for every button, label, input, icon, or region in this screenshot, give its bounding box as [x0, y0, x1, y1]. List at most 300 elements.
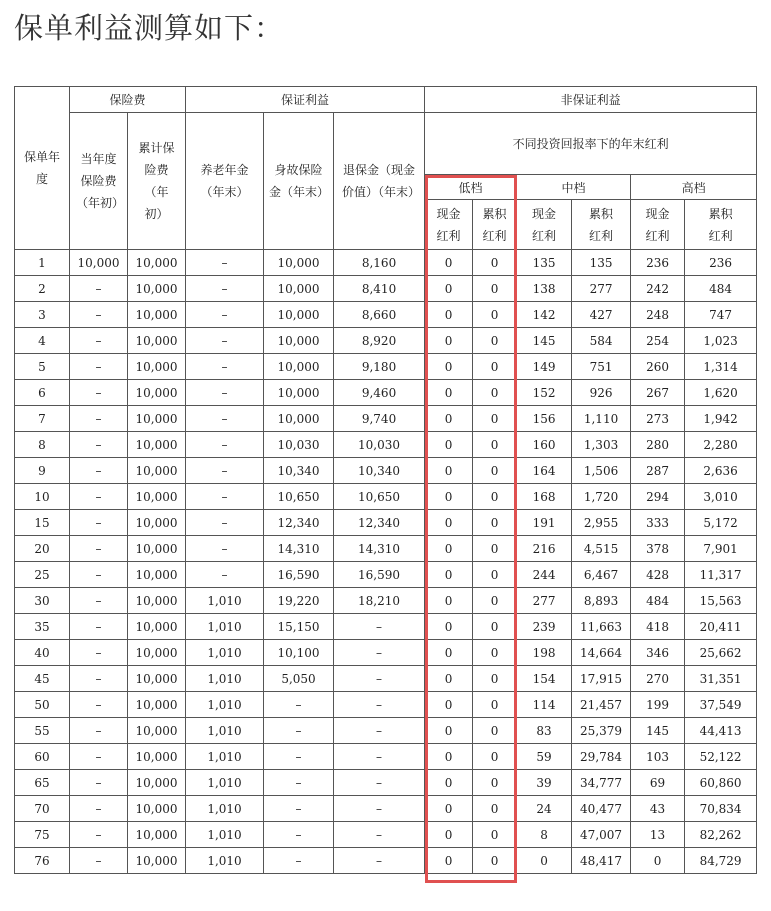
death-benefit-cell: 10,000: [264, 406, 334, 432]
mid-accumulated-dividend-cell: 751: [572, 354, 631, 380]
death-benefit-cell: 10,340: [264, 458, 334, 484]
low-accumulated-dividend-cell: 0: [473, 302, 517, 328]
cumulative-premium-cell: 10,000: [128, 614, 186, 640]
high-accumulated-dividend-cell: 1,314: [685, 354, 757, 380]
surrender-value-cell: –: [334, 718, 425, 744]
cumulative-premium-cell: 10,000: [128, 328, 186, 354]
high-cash-dividend-cell: 378: [631, 536, 685, 562]
mid-cash-dividend-cell: 8: [517, 822, 572, 848]
mid-accumulated-dividend-cell: 4,515: [572, 536, 631, 562]
table-row: [15, 328, 757, 354]
header-high-cash: 现金红利: [631, 200, 685, 250]
header-dividend-subtitle: 不同投资回报率下的年末红利: [425, 113, 757, 175]
mid-cash-dividend-cell: 198: [517, 640, 572, 666]
header-low-accumulated: 累积红利: [473, 200, 517, 250]
death-benefit-cell: 10,650: [264, 484, 334, 510]
policy-year-cell: 4: [15, 328, 70, 354]
header-pension: 养老年金（年末）: [186, 113, 264, 250]
death-benefit-cell: 10,000: [264, 302, 334, 328]
low-accumulated-dividend-cell: 0: [473, 406, 517, 432]
death-benefit-cell: 19,220: [264, 588, 334, 614]
high-accumulated-dividend-cell: 11,317: [685, 562, 757, 588]
high-cash-dividend-cell: 280: [631, 432, 685, 458]
low-accumulated-dividend-cell: 0: [473, 718, 517, 744]
high-cash-dividend-cell: 199: [631, 692, 685, 718]
mid-cash-dividend-cell: 160: [517, 432, 572, 458]
surrender-value-cell: 9,460: [334, 380, 425, 406]
mid-accumulated-dividend-cell: 926: [572, 380, 631, 406]
pension-cell: 1,010: [186, 666, 264, 692]
mid-accumulated-dividend-cell: 17,915: [572, 666, 631, 692]
pension-cell: –: [186, 250, 264, 276]
high-cash-dividend-cell: 267: [631, 380, 685, 406]
pension-cell: 1,010: [186, 744, 264, 770]
cumulative-premium-cell: 10,000: [128, 692, 186, 718]
death-benefit-cell: –: [264, 718, 334, 744]
low-accumulated-dividend-cell: 0: [473, 276, 517, 302]
policy-year-cell: 35: [15, 614, 70, 640]
current-premium-cell: –: [70, 796, 128, 822]
cumulative-premium-cell: 10,000: [128, 302, 186, 328]
cumulative-premium-cell: 10,000: [128, 380, 186, 406]
surrender-value-cell: –: [334, 822, 425, 848]
header-mid-cash: 现金红利: [517, 200, 572, 250]
high-accumulated-dividend-cell: 5,172: [685, 510, 757, 536]
mid-accumulated-dividend-cell: 11,663: [572, 614, 631, 640]
table-row: [15, 666, 757, 692]
low-cash-dividend-cell: 0: [425, 458, 473, 484]
high-cash-dividend-cell: 13: [631, 822, 685, 848]
current-premium-cell: –: [70, 510, 128, 536]
high-accumulated-dividend-cell: 82,262: [685, 822, 757, 848]
current-premium-cell: –: [70, 666, 128, 692]
pension-cell: –: [186, 328, 264, 354]
low-accumulated-dividend-cell: 0: [473, 770, 517, 796]
surrender-value-cell: –: [334, 848, 425, 874]
death-benefit-cell: 10,000: [264, 328, 334, 354]
surrender-value-cell: 10,030: [334, 432, 425, 458]
surrender-value-cell: –: [334, 744, 425, 770]
mid-accumulated-dividend-cell: 14,664: [572, 640, 631, 666]
cumulative-premium-cell: 10,000: [128, 510, 186, 536]
low-cash-dividend-cell: 0: [425, 510, 473, 536]
mid-accumulated-dividend-cell: 48,417: [572, 848, 631, 874]
surrender-value-cell: –: [334, 640, 425, 666]
high-cash-dividend-cell: 346: [631, 640, 685, 666]
mid-accumulated-dividend-cell: 21,457: [572, 692, 631, 718]
mid-cash-dividend-cell: 156: [517, 406, 572, 432]
current-premium-cell: –: [70, 328, 128, 354]
high-cash-dividend-cell: 270: [631, 666, 685, 692]
low-accumulated-dividend-cell: 0: [473, 536, 517, 562]
surrender-value-cell: 8,660: [334, 302, 425, 328]
mid-accumulated-dividend-cell: 29,784: [572, 744, 631, 770]
high-cash-dividend-cell: 236: [631, 250, 685, 276]
pension-cell: 1,010: [186, 770, 264, 796]
header-high-accumulated: 累积红利: [685, 200, 757, 250]
high-cash-dividend-cell: 273: [631, 406, 685, 432]
death-benefit-cell: –: [264, 692, 334, 718]
table-row: [15, 744, 757, 770]
cumulative-premium-cell: 10,000: [128, 250, 186, 276]
low-accumulated-dividend-cell: 0: [473, 796, 517, 822]
mid-cash-dividend-cell: 149: [517, 354, 572, 380]
current-premium-cell: –: [70, 692, 128, 718]
current-premium-cell: –: [70, 822, 128, 848]
low-accumulated-dividend-cell: 0: [473, 692, 517, 718]
surrender-value-cell: 8,920: [334, 328, 425, 354]
header-high: 高档: [631, 175, 757, 200]
mid-cash-dividend-cell: 239: [517, 614, 572, 640]
pension-cell: 1,010: [186, 822, 264, 848]
current-premium-cell: –: [70, 484, 128, 510]
current-premium-cell: –: [70, 588, 128, 614]
header-low: 低档: [425, 175, 517, 200]
high-cash-dividend-cell: 43: [631, 796, 685, 822]
high-cash-dividend-cell: 254: [631, 328, 685, 354]
mid-accumulated-dividend-cell: 2,955: [572, 510, 631, 536]
header-mid-accumulated: 累积红利: [572, 200, 631, 250]
pension-cell: –: [186, 562, 264, 588]
mid-cash-dividend-cell: 0: [517, 848, 572, 874]
mid-accumulated-dividend-cell: 47,007: [572, 822, 631, 848]
policy-year-cell: 15: [15, 510, 70, 536]
low-accumulated-dividend-cell: 0: [473, 614, 517, 640]
table-row: [15, 562, 757, 588]
table-body: [15, 250, 757, 874]
low-cash-dividend-cell: 0: [425, 718, 473, 744]
mid-accumulated-dividend-cell: 1,303: [572, 432, 631, 458]
surrender-value-cell: 9,180: [334, 354, 425, 380]
mid-accumulated-dividend-cell: 584: [572, 328, 631, 354]
current-premium-cell: –: [70, 302, 128, 328]
policy-year-cell: 2: [15, 276, 70, 302]
current-premium-cell: 10,000: [70, 250, 128, 276]
pension-cell: 1,010: [186, 640, 264, 666]
mid-cash-dividend-cell: 59: [517, 744, 572, 770]
policy-year-cell: 40: [15, 640, 70, 666]
cumulative-premium-cell: 10,000: [128, 536, 186, 562]
surrender-value-cell: 16,590: [334, 562, 425, 588]
current-premium-cell: –: [70, 276, 128, 302]
low-cash-dividend-cell: 0: [425, 588, 473, 614]
death-benefit-cell: –: [264, 744, 334, 770]
low-cash-dividend-cell: 0: [425, 328, 473, 354]
current-premium-cell: –: [70, 744, 128, 770]
surrender-value-cell: 12,340: [334, 510, 425, 536]
low-cash-dividend-cell: 0: [425, 692, 473, 718]
death-benefit-cell: 10,000: [264, 354, 334, 380]
death-benefit-cell: 5,050: [264, 666, 334, 692]
table-row: [15, 588, 757, 614]
table-row: [15, 458, 757, 484]
death-benefit-cell: 14,310: [264, 536, 334, 562]
high-cash-dividend-cell: 248: [631, 302, 685, 328]
policy-year-cell: 25: [15, 562, 70, 588]
surrender-value-cell: –: [334, 614, 425, 640]
pension-cell: 1,010: [186, 692, 264, 718]
table-row: [15, 432, 757, 458]
table-row: [15, 406, 757, 432]
policy-year-cell: 30: [15, 588, 70, 614]
mid-accumulated-dividend-cell: 1,720: [572, 484, 631, 510]
surrender-value-cell: 8,410: [334, 276, 425, 302]
cumulative-premium-cell: 10,000: [128, 484, 186, 510]
page-title: 保单利益测算如下：: [14, 11, 285, 45]
pension-cell: 1,010: [186, 588, 264, 614]
cumulative-premium-cell: 10,000: [128, 718, 186, 744]
low-cash-dividend-cell: 0: [425, 250, 473, 276]
mid-cash-dividend-cell: 216: [517, 536, 572, 562]
low-accumulated-dividend-cell: 0: [473, 744, 517, 770]
high-cash-dividend-cell: 428: [631, 562, 685, 588]
low-cash-dividend-cell: 0: [425, 848, 473, 874]
low-cash-dividend-cell: 0: [425, 276, 473, 302]
surrender-value-cell: –: [334, 770, 425, 796]
low-cash-dividend-cell: 0: [425, 536, 473, 562]
mid-cash-dividend-cell: 145: [517, 328, 572, 354]
policy-year-cell: 5: [15, 354, 70, 380]
low-accumulated-dividend-cell: 0: [473, 432, 517, 458]
current-premium-cell: –: [70, 536, 128, 562]
high-accumulated-dividend-cell: 1,023: [685, 328, 757, 354]
cumulative-premium-cell: 10,000: [128, 848, 186, 874]
table-row: [15, 796, 757, 822]
low-cash-dividend-cell: 0: [425, 354, 473, 380]
mid-accumulated-dividend-cell: 8,893: [572, 588, 631, 614]
current-premium-cell: –: [70, 354, 128, 380]
mid-accumulated-dividend-cell: 40,477: [572, 796, 631, 822]
low-accumulated-dividend-cell: 0: [473, 822, 517, 848]
high-accumulated-dividend-cell: 20,411: [685, 614, 757, 640]
cumulative-premium-cell: 10,000: [128, 406, 186, 432]
policy-year-cell: 70: [15, 796, 70, 822]
table-row: [15, 718, 757, 744]
surrender-value-cell: –: [334, 796, 425, 822]
pension-cell: 1,010: [186, 848, 264, 874]
mid-accumulated-dividend-cell: 34,777: [572, 770, 631, 796]
low-cash-dividend-cell: 0: [425, 562, 473, 588]
cumulative-premium-cell: 10,000: [128, 562, 186, 588]
pension-cell: –: [186, 276, 264, 302]
low-cash-dividend-cell: 0: [425, 666, 473, 692]
cumulative-premium-cell: 10,000: [128, 640, 186, 666]
cumulative-premium-cell: 10,000: [128, 770, 186, 796]
cumulative-premium-cell: 10,000: [128, 822, 186, 848]
low-cash-dividend-cell: 0: [425, 640, 473, 666]
pension-cell: 1,010: [186, 718, 264, 744]
cumulative-premium-cell: 10,000: [128, 276, 186, 302]
death-benefit-cell: 15,150: [264, 614, 334, 640]
pension-cell: –: [186, 354, 264, 380]
death-benefit-cell: –: [264, 848, 334, 874]
policy-year-cell: 7: [15, 406, 70, 432]
high-cash-dividend-cell: 145: [631, 718, 685, 744]
high-accumulated-dividend-cell: 70,834: [685, 796, 757, 822]
current-premium-cell: –: [70, 770, 128, 796]
current-premium-cell: –: [70, 640, 128, 666]
high-cash-dividend-cell: 294: [631, 484, 685, 510]
policy-year-cell: 45: [15, 666, 70, 692]
death-benefit-cell: 12,340: [264, 510, 334, 536]
high-cash-dividend-cell: 260: [631, 354, 685, 380]
current-premium-cell: –: [70, 718, 128, 744]
mid-cash-dividend-cell: 24: [517, 796, 572, 822]
current-premium-cell: –: [70, 562, 128, 588]
pension-cell: –: [186, 510, 264, 536]
current-premium-cell: –: [70, 848, 128, 874]
high-accumulated-dividend-cell: 747: [685, 302, 757, 328]
policy-benefit-table: [14, 86, 757, 874]
policy-year-cell: 9: [15, 458, 70, 484]
policy-year-cell: 50: [15, 692, 70, 718]
high-cash-dividend-cell: 0: [631, 848, 685, 874]
current-premium-cell: –: [70, 380, 128, 406]
pension-cell: –: [186, 458, 264, 484]
header-surrender-value: 退保金（现金价值）（年末）: [334, 113, 425, 250]
mid-cash-dividend-cell: 114: [517, 692, 572, 718]
low-accumulated-dividend-cell: 0: [473, 380, 517, 406]
surrender-value-cell: 10,650: [334, 484, 425, 510]
header-non-guaranteed-group: 非保证利益: [425, 87, 757, 113]
table-row: [15, 536, 757, 562]
header-mid: 中档: [517, 175, 631, 200]
mid-accumulated-dividend-cell: 135: [572, 250, 631, 276]
pension-cell: –: [186, 302, 264, 328]
table-row: [15, 354, 757, 380]
mid-cash-dividend-cell: 135: [517, 250, 572, 276]
policy-year-cell: 3: [15, 302, 70, 328]
table-row: [15, 380, 757, 406]
header-guaranteed-group: 保证利益: [186, 87, 425, 113]
high-accumulated-dividend-cell: 236: [685, 250, 757, 276]
current-premium-cell: –: [70, 406, 128, 432]
mid-cash-dividend-cell: 164: [517, 458, 572, 484]
mid-cash-dividend-cell: 168: [517, 484, 572, 510]
high-cash-dividend-cell: 418: [631, 614, 685, 640]
death-benefit-cell: 10,000: [264, 380, 334, 406]
low-cash-dividend-cell: 0: [425, 796, 473, 822]
low-cash-dividend-cell: 0: [425, 484, 473, 510]
low-accumulated-dividend-cell: 0: [473, 640, 517, 666]
high-accumulated-dividend-cell: 84,729: [685, 848, 757, 874]
mid-cash-dividend-cell: 39: [517, 770, 572, 796]
high-cash-dividend-cell: 69: [631, 770, 685, 796]
high-cash-dividend-cell: 484: [631, 588, 685, 614]
policy-year-cell: 76: [15, 848, 70, 874]
high-accumulated-dividend-cell: 15,563: [685, 588, 757, 614]
high-accumulated-dividend-cell: 3,010: [685, 484, 757, 510]
low-cash-dividend-cell: 0: [425, 380, 473, 406]
low-cash-dividend-cell: 0: [425, 744, 473, 770]
high-cash-dividend-cell: 103: [631, 744, 685, 770]
cumulative-premium-cell: 10,000: [128, 458, 186, 484]
low-accumulated-dividend-cell: 0: [473, 328, 517, 354]
death-benefit-cell: –: [264, 822, 334, 848]
high-accumulated-dividend-cell: 44,413: [685, 718, 757, 744]
surrender-value-cell: 18,210: [334, 588, 425, 614]
high-accumulated-dividend-cell: 484: [685, 276, 757, 302]
mid-accumulated-dividend-cell: 1,506: [572, 458, 631, 484]
surrender-value-cell: 14,310: [334, 536, 425, 562]
cumulative-premium-cell: 10,000: [128, 432, 186, 458]
mid-accumulated-dividend-cell: 277: [572, 276, 631, 302]
high-accumulated-dividend-cell: 31,351: [685, 666, 757, 692]
high-accumulated-dividend-cell: 52,122: [685, 744, 757, 770]
current-premium-cell: –: [70, 432, 128, 458]
table-row: [15, 276, 757, 302]
table-row: [15, 484, 757, 510]
high-accumulated-dividend-cell: 1,620: [685, 380, 757, 406]
cumulative-premium-cell: 10,000: [128, 588, 186, 614]
high-cash-dividend-cell: 242: [631, 276, 685, 302]
current-premium-cell: –: [70, 614, 128, 640]
pension-cell: –: [186, 484, 264, 510]
low-accumulated-dividend-cell: 0: [473, 250, 517, 276]
death-benefit-cell: –: [264, 770, 334, 796]
high-accumulated-dividend-cell: 2,280: [685, 432, 757, 458]
policy-year-cell: 75: [15, 822, 70, 848]
mid-cash-dividend-cell: 138: [517, 276, 572, 302]
low-cash-dividend-cell: 0: [425, 406, 473, 432]
mid-accumulated-dividend-cell: 427: [572, 302, 631, 328]
header-death-benefit: 身故保险金（年末）: [264, 113, 334, 250]
table-row: [15, 302, 757, 328]
cumulative-premium-cell: 10,000: [128, 744, 186, 770]
low-accumulated-dividend-cell: 0: [473, 510, 517, 536]
cumulative-premium-cell: 10,000: [128, 796, 186, 822]
death-benefit-cell: 10,000: [264, 276, 334, 302]
mid-accumulated-dividend-cell: 25,379: [572, 718, 631, 744]
table-row: [15, 770, 757, 796]
table-row: [15, 822, 757, 848]
death-benefit-cell: 10,030: [264, 432, 334, 458]
header-cumulative-premium: 累计保险费（年初）: [128, 113, 186, 250]
header-policy-year: 保单年度: [15, 87, 70, 250]
pension-cell: –: [186, 406, 264, 432]
policy-year-cell: 65: [15, 770, 70, 796]
mid-cash-dividend-cell: 154: [517, 666, 572, 692]
low-cash-dividend-cell: 0: [425, 432, 473, 458]
death-benefit-cell: 10,100: [264, 640, 334, 666]
header-current-premium: 当年度保险费（年初）: [70, 113, 128, 250]
mid-accumulated-dividend-cell: 6,467: [572, 562, 631, 588]
low-cash-dividend-cell: 0: [425, 822, 473, 848]
mid-cash-dividend-cell: 277: [517, 588, 572, 614]
table-row: [15, 510, 757, 536]
policy-year-cell: 20: [15, 536, 70, 562]
table-row: [15, 614, 757, 640]
high-accumulated-dividend-cell: 2,636: [685, 458, 757, 484]
pension-cell: –: [186, 380, 264, 406]
mid-cash-dividend-cell: 83: [517, 718, 572, 744]
low-cash-dividend-cell: 0: [425, 614, 473, 640]
high-accumulated-dividend-cell: 25,662: [685, 640, 757, 666]
death-benefit-cell: 16,590: [264, 562, 334, 588]
low-accumulated-dividend-cell: 0: [473, 588, 517, 614]
pension-cell: –: [186, 432, 264, 458]
low-accumulated-dividend-cell: 0: [473, 848, 517, 874]
high-cash-dividend-cell: 333: [631, 510, 685, 536]
high-accumulated-dividend-cell: 37,549: [685, 692, 757, 718]
header-low-cash: 现金红利: [425, 200, 473, 250]
table-row: [15, 640, 757, 666]
surrender-value-cell: 8,160: [334, 250, 425, 276]
low-accumulated-dividend-cell: 0: [473, 354, 517, 380]
cumulative-premium-cell: 10,000: [128, 354, 186, 380]
header-premium-group: 保险费: [70, 87, 186, 113]
high-accumulated-dividend-cell: 1,942: [685, 406, 757, 432]
